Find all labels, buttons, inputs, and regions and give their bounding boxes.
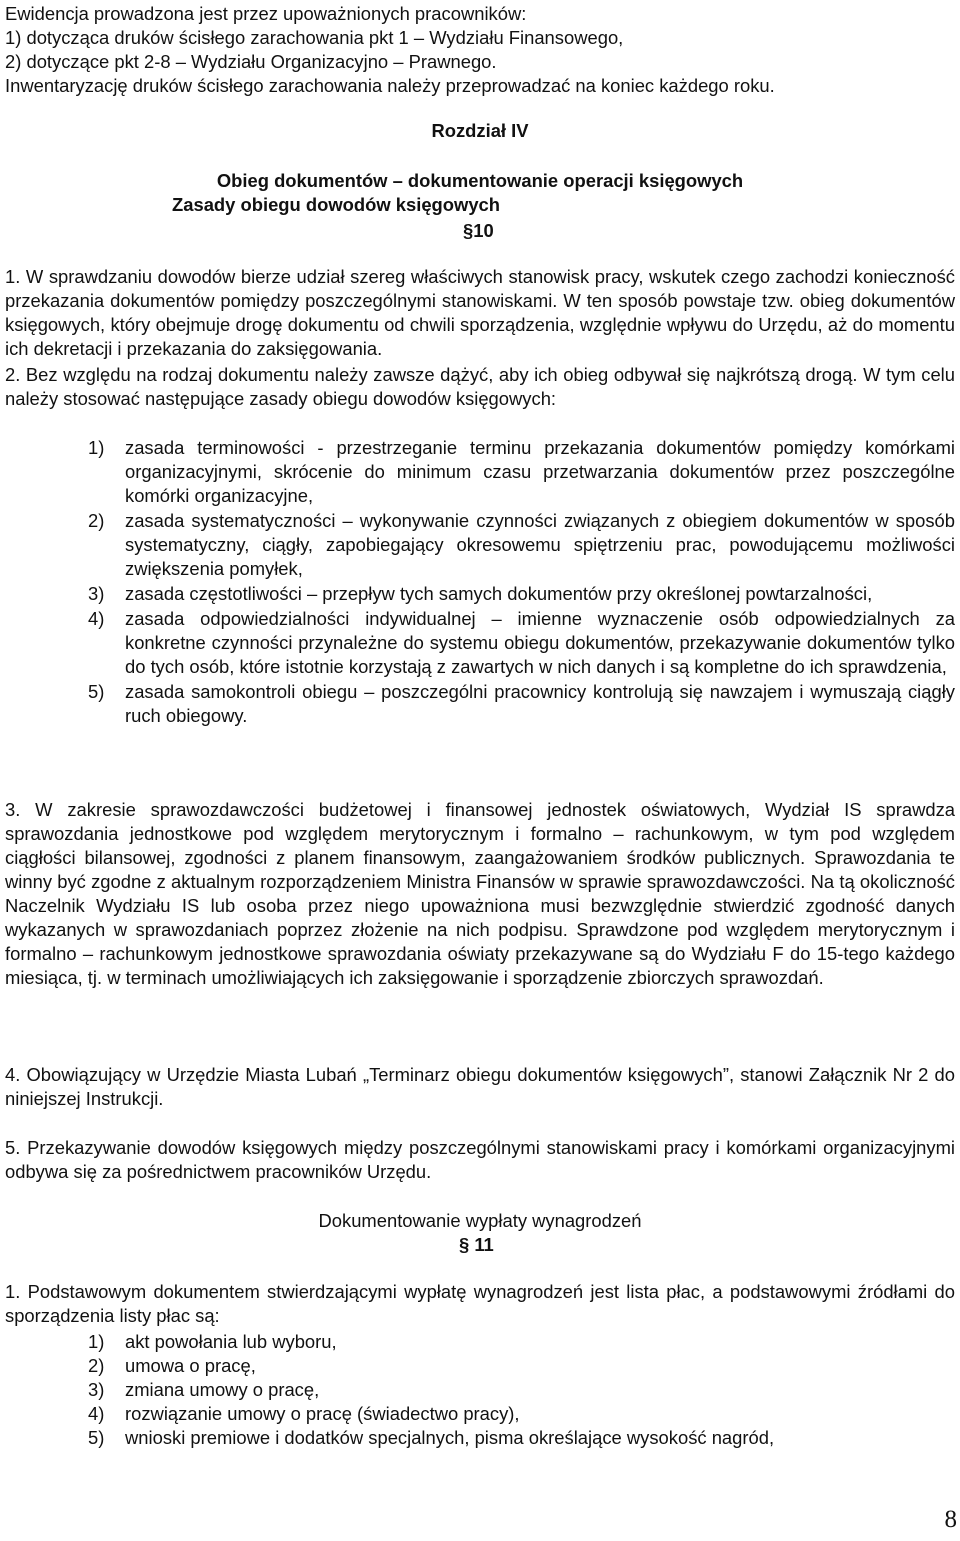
list-item (88, 509, 955, 581)
list-item-text: zasada systematyczności – wykonywanie czynności związanych z obiegiem dokumentów w sposób systematyczny, ciągły, zapobiegający okresowemu spiętrzeniu prac, powodującemu możliwości zwiększenia pomyłek, (125, 510, 955, 579)
list-item-text: umowa o pracę, (125, 1355, 256, 1376)
list-item-number: 5) (88, 1427, 105, 1448)
list-item (88, 582, 955, 606)
paragraph-1: 1. W sprawdzaniu dowodów bierze udział szereg właściwych stanowisk pracy, wskutek czego zachodzi konieczność przekazania dokumentów pomiędzy poszczególnymi stanowiskami. W ten sposób powstaje tzw. obieg dokumentów księgowych, który obejmuje drogę dokumentu od chwili sporządzenia, względnie wpływu do Urzędu, aż do momentu ich dekretacji i przekazania do zaksięgowania. (5, 266, 955, 359)
paragraph-2: 2. Bez względu na rodzaj dokumentu należy zawsze dążyć, aby ich obieg odbywał się najkrótszą drogą. W tym celu należy stosować następujące zasady obiegu dowodów księgowych: (5, 364, 955, 409)
records-item-1: 1) dotycząca druków ścisłego zarachowania pkt 1 – Wydziału Finansowego, (5, 27, 624, 48)
records-intro: Ewidencja prowadzona jest przez upoważnionych pracowników: (5, 3, 527, 24)
records-item-2: 2) dotyczące pkt 2-8 – Wydziału Organizacyjno – Prawnego. (5, 51, 497, 72)
list-item-text: zasada samokontroli obiegu – poszczególni pracownicy kontrolują się nawzajem i wymuszają ciągły ruch obiegowy. (125, 681, 955, 726)
list-item (88, 607, 955, 679)
list-item-number: 3) (88, 583, 105, 604)
paragraph-5: 5. Przekazywanie dowodów księgowych między poszczególnymi stanowiskami pracy i komórkami organizacyjnymi odbywa się za pośrednictwem pracowników Urzędu. (5, 1137, 955, 1182)
list-item (88, 1426, 955, 1450)
list-item (88, 680, 955, 728)
list-item (88, 1402, 955, 1426)
paragraph-4: 4. Obowiązujący w Urzędzie Miasta Lubań „Terminarz obiegu dokumentów księgowych”, stanowi Załącznik Nr 2 do niniejszej Instrukcji. (5, 1064, 955, 1109)
list-item-text: rozwiązanie umowy o pracę (świadectwo pracy), (125, 1403, 520, 1424)
list-item-text: zasada częstotliwości – przepływ tych samych dokumentów przy określonej powtarzalności, (125, 583, 873, 604)
list-item-number: 2) (88, 1355, 105, 1376)
list-item-text: akt powołania lub wyboru, (125, 1331, 337, 1352)
paragraph-3: 3. W zakresie sprawozdawczości budżetowej i finansowej jednostek oświatowych, Wydział IS sprawdza sprawozdania jednostkowe pod względem merytorycznym i formalno – rachunkowym, w tym pod względem ciągłości bilansowej, zgodności z planem finansowym, zaangażowaniem środków publicznych. Sprawozdania te winny być zgodne z aktualnym rozporządzeniem Ministra Finansów w sprawie sprawozdawczości. Na tą okoliczność Naczelnik Wydziału IS lub osoba przez niego upoważniona musi bezwzględnie stwierdzić zgodność danych wykazanych w sprawozdaniach poprzez złożenie na nich podpisu. Sprawdzone pod względem merytorycznym i formalno – rachunkowym jednostkowe sprawozdania oświaty przekazywane są do Wydziału F do 15-tego każdego miesiąca, tj. w terminach umożliwiających ich zaksięgowanie i sporządzenie zbiorczych sprawozdań. (5, 799, 955, 988)
list-item (88, 1378, 955, 1402)
chapter-title: Obieg dokumentów – dokumentowanie operacji księgowych (216, 170, 744, 191)
list-item-text: wnioski premiowe i dodatków specjalnych, pisma określające wysokość nagród, (125, 1427, 775, 1448)
section-10: §10 (463, 220, 494, 241)
wages-paragraph-1: 1. Podstawowym dokumentem stwierdzającymi wypłatę wynagrodzeń jest lista płac, a podstawowymi źródłami do sporządzenia listy płac są: (5, 1281, 955, 1326)
list-item-number: 2) (88, 510, 105, 531)
wages-heading: Dokumentowanie wypłaty wynagrodzeń (318, 1210, 642, 1231)
list-item-text: zasada odpowiedzialności indywidualnej – imienne wyznaczenie osób odpowiedzialnych za konkretne czynności przynależne do systemu obiegu dokumentów, przekazywanie dokumentów tylko do tych osób, które istotnie korzystają z zawartych w nich danych i są kompletne do ich sprawdzenia, (125, 608, 955, 677)
chapter-number: Rozdział IV (431, 120, 529, 141)
list-item-number: 1) (88, 1331, 105, 1352)
chapter-subtitle: Zasady obiegu dowodów księgowych (172, 194, 501, 215)
list-item (88, 1354, 955, 1378)
inventory-note: Inwentaryzację druków ścisłego zarachowania należy przeprowadzać na koniec każdego roku. (5, 75, 775, 96)
principles-list (88, 436, 955, 728)
list-item (88, 1330, 955, 1354)
page-number: 8 (944, 1506, 957, 1533)
list-item-number: 4) (88, 608, 105, 629)
list-item-number: 5) (88, 681, 105, 702)
payroll-sources-list (88, 1330, 955, 1450)
list-item-number: 3) (88, 1379, 105, 1400)
list-item-number: 1) (88, 437, 105, 458)
section-11: § 11 (459, 1234, 494, 1255)
list-item-text: zmiana umowy o pracę, (125, 1379, 320, 1400)
list-item (88, 436, 955, 508)
list-item-number: 4) (88, 1403, 105, 1424)
records-intro-block (5, 2, 955, 98)
list-item-text: zasada terminowości - przestrzeganie terminu przekazania dokumentów pomiędzy komórkami organizacyjnymi, skrócenie do minimum czasu przetwarzania dokumentów przez poszczególne komórki organizacyjne, (125, 437, 955, 506)
